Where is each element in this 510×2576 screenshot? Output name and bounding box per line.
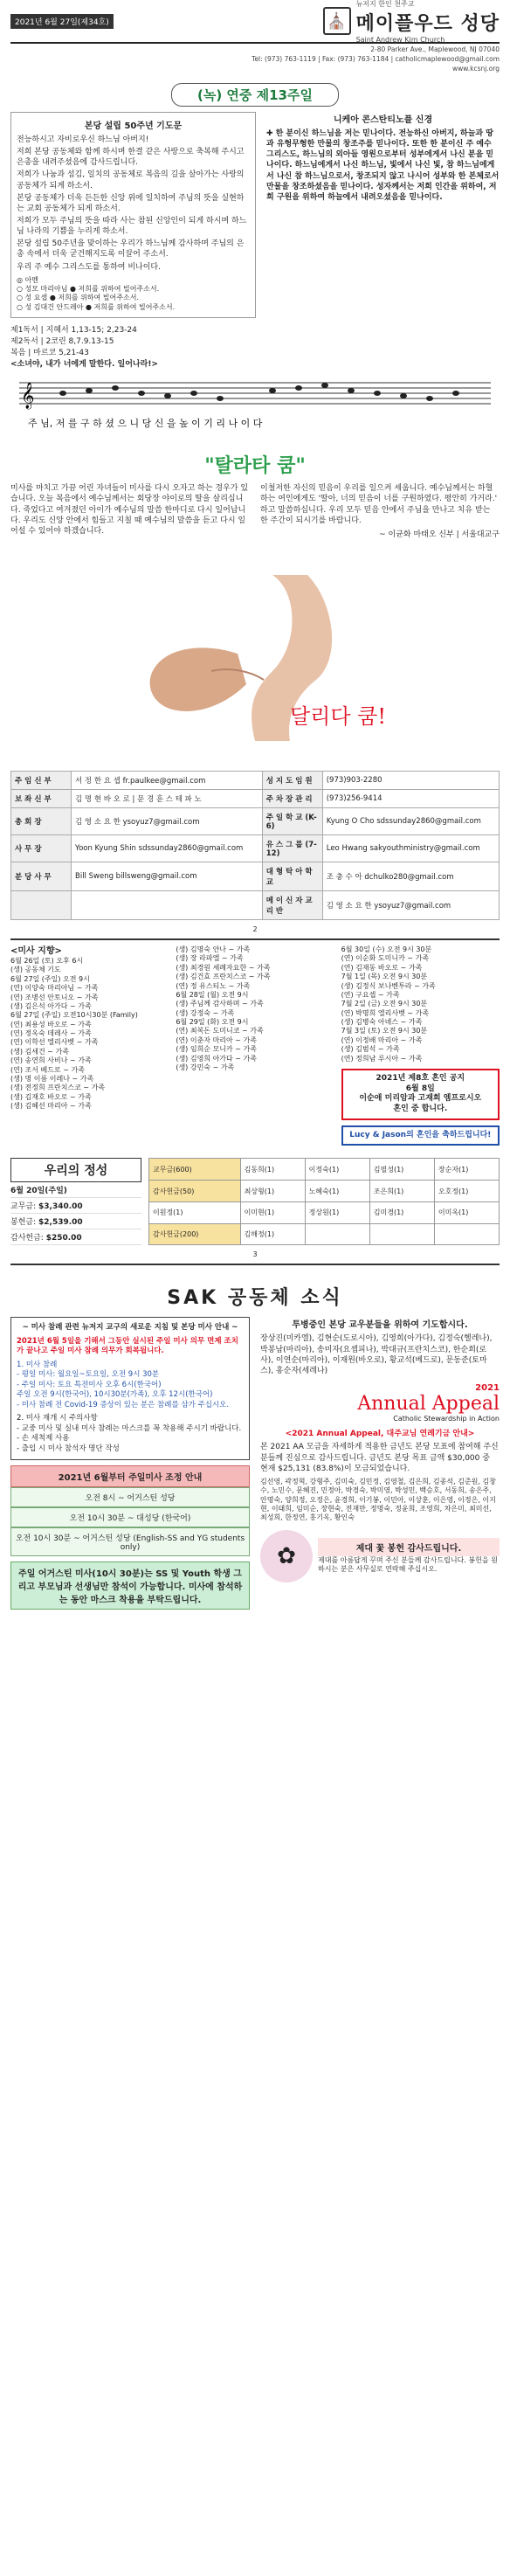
page-4 xyxy=(10,1264,500,1610)
date-badge: 2021년 6월 27일(제34호) xyxy=(10,14,114,29)
staff-value: 김 명 현 바 오 로 | 문 경 훈 스 테 파 노 xyxy=(72,789,263,807)
staff-value: (973)256-9414 xyxy=(322,789,499,807)
grid-cell: 김미경(1) xyxy=(369,1201,434,1223)
readings xyxy=(10,323,500,369)
staff-value: (973)903-2280 xyxy=(322,771,499,789)
notice-heading: ~ 미사 참례 관련 뉴저지 교구의 새로운 지침 및 본당 미사 안내 ~ xyxy=(22,1323,238,1333)
response-line: ● 저희를 위하여 빌어주소서. xyxy=(85,302,176,311)
offering-value: $250.00 xyxy=(45,1234,82,1243)
offering-row xyxy=(10,1214,141,1229)
response-line: ○ 성 요셉 xyxy=(17,294,48,302)
mass-line: (생) 주님께 감사하며 ~ 가족 xyxy=(176,1000,264,1008)
mass-line: (생) 김혜선 마리아 ~ 가족 xyxy=(10,1102,92,1111)
church-icon: ⛪ xyxy=(323,7,351,35)
offering-date: 6월 20일(주일) xyxy=(10,1182,141,1198)
mass-line: (생) 장 라파엘 ~ 가족 xyxy=(176,954,244,963)
notice-column xyxy=(10,1317,250,1610)
mass-line: 6월 26일 (토) 오후 6시 xyxy=(10,956,84,965)
right-column xyxy=(260,1317,500,1610)
offering-label: 감사헌금: xyxy=(10,1234,44,1243)
mass-line: (연) 정옥숙 데레사 ~ 가족 xyxy=(10,1029,92,1038)
staff-role: 메 이 신 자 교 리 반 xyxy=(262,890,322,919)
staff-role: 유 스 그 룹 (7-12) xyxy=(262,834,322,862)
church-name: 메이플우드 성당 xyxy=(355,11,500,35)
staff-role: 총 회 장 xyxy=(11,807,72,834)
church-logo xyxy=(323,0,500,44)
offering-title: 우리의 정성 xyxy=(10,1158,141,1182)
mass-line: (연) 박명희 엘리사벳 ~ 가족 xyxy=(341,1008,430,1017)
header xyxy=(10,0,500,44)
mass-line: (생) 강정숙 ~ 가족 xyxy=(176,1008,235,1017)
mass-line: (연) 이학선 엘리사벳 ~ 가족 xyxy=(10,1038,99,1047)
hymn-lyrics: 주 님, 저 를 구 하 셨 으 니 당 신 을 높 이 기 리 나 이 다 xyxy=(28,418,263,430)
grid-cell: 김동희(1) xyxy=(240,1159,305,1181)
offering-section xyxy=(10,1158,500,1245)
mass-line: (생) 김세건 ~ 가족 xyxy=(10,1047,69,1056)
mass-line: 7월 2일 (금) 오전 9시 30분 xyxy=(341,1000,428,1008)
staff-value: 김 영 소 요 한 ysoyuz7@gmail.com xyxy=(72,807,263,834)
offering-row xyxy=(10,1229,141,1245)
mass-line: 7월 3일 (토) 오전 9시 30분 xyxy=(341,1027,428,1035)
staff-role: 보 좌 신 부 xyxy=(11,789,72,807)
mass-line: 6월 27일 (주일) 오전 9시 xyxy=(10,974,90,983)
mass-line: 7월 1일 (목) 오전 9시 30분 xyxy=(341,973,428,981)
page-number: 2 xyxy=(252,924,258,933)
staff-table xyxy=(10,771,500,920)
staff-role: 대 형 탁 아 학 교 xyxy=(262,862,322,890)
page-number: 3 xyxy=(252,1250,258,1259)
prayer-response xyxy=(17,276,250,313)
staff-role: 주 일 학 교 (K-6) xyxy=(262,807,322,834)
mass-intentions-right xyxy=(341,945,500,1152)
sick-prayer-list: 장상진(미카엘), 김현순(도로시아), 김영희(아가다), 김정숙(헬레나), 박봉남(마리아), 송미자(요셉피나), 박대규(프란치스코), 한순희(로사), 이연순(마리아), 이재원(바오로), 황교석(베드로), 문동준(토마스), 홍순자(세레나) xyxy=(260,1334,493,1375)
prayer-line: 본당 공동체가 더욱 든든한 신앙 위에 일치하여 주님의 뜻을 실현하는 교회 공동체가 되게 하소서. xyxy=(17,193,245,213)
mass-intentions-left xyxy=(10,945,169,1152)
annual-year: 2021 xyxy=(475,1383,500,1394)
staff-value: Kyung O Cho sdssunday2860@gmail.com xyxy=(322,807,499,834)
article-title: "탈라타 쿰" xyxy=(204,454,306,478)
thanks-text: 제대를 아름답게 꾸며 주신 분들께 감사드립니다. 봉헌을 원하시는 분은 사무실로 연락해 주십시오. xyxy=(318,1555,498,1574)
mass-line-2: 오전 10시 30분 ~ 대성당 (한국어) xyxy=(10,1507,250,1527)
staff-role: 주 임 신 부 xyxy=(11,771,72,789)
mass-line: (생) 최경원 세례자요한 ~ 가족 xyxy=(176,963,271,972)
staff-role: 분 당 사 무 xyxy=(11,862,72,890)
annual-text: 본 2021 AA 모금을 자세하게 적용한 금년도 본당 모표에 참여해 주신 분들께 진심으로 감사드립니다. 금년도 본당 목표 금액 $30,000 중 현재 $25,131 (83.8%)이 모금되었습니다. xyxy=(260,1443,499,1473)
prayer-line: 우리 주 예수 그리스도를 통하여 비나이다. xyxy=(17,262,161,272)
offering-value: $3,340.00 xyxy=(38,1202,83,1212)
reading-2: 제2독서 | 2코린 8,7.9.13-15 xyxy=(10,337,114,347)
mass-line-1: 오전 8시 ~ 어거스틴 성당 xyxy=(10,1487,250,1507)
grid-cell: 이정숙(1) xyxy=(305,1159,369,1181)
wedding-notice: 2021년 제8호 혼인 공지 6월 8일 이순애 미리암과 고재희 엠프로시오 혼인 중 합니다. xyxy=(341,1069,500,1120)
annual-appeal-header xyxy=(260,1383,500,1423)
image-caption: 달리다 쿰! xyxy=(290,703,387,729)
mass-line: 6월 30일 (수) 오전 9시 30분 xyxy=(341,945,432,953)
prayer-line: 전능하시고 자비로우신 하느님 아버지! xyxy=(17,135,149,144)
mass-intentions-title: <미사 지향> xyxy=(10,945,62,956)
mass-line: (생) 공동체 기도 xyxy=(10,966,61,974)
staff-value: Bill Sweng billsweng@gmail.com xyxy=(72,862,263,890)
notice-rules: 2. 미사 재개 시 주의사항 - 교중 미사 및 실내 미사 참례는 마스크를 꼭 착용해 주시기 바랍니다. - 손 세척제 사용 - 출입 시 미사 참석자 명단 작성 xyxy=(17,1414,242,1453)
sick-prayer-title: 투병중인 본당 교우분들을 위하여 기도합시다. xyxy=(292,1320,468,1331)
mass-line: (생) 김영희 아가다 ~ 가족 xyxy=(176,1054,257,1063)
hands-illustration xyxy=(10,540,500,758)
mass-line-3: 오전 10시 30분 ~ 어거스틴 성당 (English-SS and YG students only) xyxy=(10,1527,250,1556)
offering-grid xyxy=(148,1158,500,1245)
svg-text:𝄞: 𝄞 xyxy=(21,383,35,410)
mass-line: (연) 최복돈 도미니코 ~ 가족 xyxy=(176,1027,264,1035)
creed-box xyxy=(266,112,500,318)
thanks-section xyxy=(260,1530,500,1582)
mass-line: (생) 강민숙 ~ 가족 xyxy=(176,1063,235,1072)
prayer-line: 저희가 모두 주님의 뜻을 따라 사는 참된 신앙인이 되게 하시며 하느님 나라의 기쁨을 누리게 하소서. xyxy=(17,216,247,237)
mass-line: (생) 전정희 프란치스코 ~ 가족 xyxy=(10,1084,106,1092)
response-line: ○ 성 김대건 안드레아 xyxy=(17,302,84,311)
grid-cell: 장순자(1) xyxy=(434,1159,499,1181)
prayer-list xyxy=(17,135,250,273)
response-line: ● 저희를 위하여 빌어주소서. xyxy=(49,294,139,302)
offering-label: 교무금: xyxy=(10,1202,37,1212)
grid-cell: 이미옥(1) xyxy=(434,1201,499,1223)
mass-line: (연) 정 유스티노 ~ 가족 xyxy=(176,981,251,990)
grid-cell: 이원정(1) xyxy=(149,1201,241,1223)
prayer-line: 본당 설립 50주년을 맞이하는 우리가 하느님께 감사하며 주님의 은총 속에서 더욱 굳건해지도록 이끌어 주소서. xyxy=(17,239,245,260)
staff-value: Leo Hwang sakyouthministry@gmail.com xyxy=(322,834,499,862)
mass-line: (연) 최용성 바오로 ~ 가족 xyxy=(10,1020,92,1028)
grid-cell: 교무금(600) xyxy=(149,1159,241,1181)
staff-role: 주 차 장 관 리 xyxy=(262,789,322,807)
prayer-title: 본당 설립 50주년 기도문 xyxy=(84,121,183,131)
page-3 xyxy=(10,938,500,1259)
mass-adjust-banner: 2021년 6월부터 주일미사 조정 안내 xyxy=(10,1465,250,1487)
wedding-congrats: Lucy & Jason의 혼인을 축하드립니다! xyxy=(341,1125,500,1146)
grid-cell: 김필성(1) xyxy=(369,1159,434,1181)
grid-cell: 정상원(1) xyxy=(305,1201,369,1223)
mass-line: (생) 김정식 보나벤투라 ~ 가족 xyxy=(341,981,436,990)
offering-row xyxy=(10,1198,141,1214)
grid-cell: 노혜숙(1) xyxy=(305,1181,369,1202)
prayer-box xyxy=(10,112,256,318)
grid-cell: 이미현(1) xyxy=(240,1201,305,1223)
offering-label: 봉헌금: xyxy=(10,1218,37,1228)
hymn-staff xyxy=(10,374,500,437)
mass-line: (연) 이순화 도미니카 ~ 가족 xyxy=(341,954,430,963)
mass-line: (연) 이양숙 마리아님 ~ 가족 xyxy=(10,984,99,993)
annual-title: Annual Appeal xyxy=(357,1393,500,1416)
mass-line: (연) 조서 베드로 ~ 가족 xyxy=(10,1065,85,1074)
grid-cell: 감사헌금(50) xyxy=(149,1181,241,1202)
staff-role: 성 지 도 임 원 xyxy=(262,771,322,789)
mass-line: (연) 이정배 마리아 ~ 가족 xyxy=(341,1035,423,1044)
mass-intentions-mid xyxy=(176,945,334,1152)
creed-text: ✚ 한 분이신 하느님을 저는 믿나이다. 전능하신 아버지, 하늘과 땅과 유형무형한 만물의 창조주를 믿나이다. 또한 한 분이신 주 예수 그리스도, 하느님의 외아들 영원으로부터 성부에게서 나신 분을 믿나이다. 하느님에게서 나신 하느님, 빛에서 나신 빛, 참 하느님에게서 나신 참 하느님으로서, 창조되지 않고 나시어 성부와 한 본체로서 만물을 창조하셨음을 믿나이다. 성자께서는 저희 인간을 위하여, 저희 구원을 위하여 하늘에서 내려오셨음을 믿나이다. xyxy=(266,129,500,202)
grid-cell: 김해정(1) xyxy=(240,1223,305,1245)
church-subtitle: 뉴저지 한인 천주교 xyxy=(355,0,415,8)
annual-sub: Catholic Stewardship in Action xyxy=(393,1415,500,1423)
grid-cell: 오호정(1) xyxy=(434,1181,499,1202)
response-line: ◎ 아멘 xyxy=(17,275,38,284)
staff-role: 사 무 장 xyxy=(11,834,72,862)
mass-line: (생) 김병숙 아녜스 ~ 가족 xyxy=(341,1018,423,1027)
grid-cell: 최상형(1) xyxy=(240,1181,305,1202)
article-right xyxy=(260,483,500,540)
address: 2-80 Parker Ave., Maplewood, NJ 07040 xyxy=(370,45,500,53)
prayer-line: 저희 본당 공동체와 함께 하시며 한결 같은 사랑으로 축복해 주시고 은총을 내려주셨음에 감사드립니다. xyxy=(17,148,245,168)
mass-line: (연) 조병선 안토니오 ~ 가족 xyxy=(10,993,99,1001)
community-news-title: SAK 공동체 소식 xyxy=(167,1287,343,1310)
notice-red-text: 2021년 6월 5일을 기해서 그동안 실시된 주일 미사 의무 면제 조치가 끝나고 주일 미사 참례 의무가 회복됩니다. xyxy=(17,1336,238,1356)
reading-note: <소녀야, 내가 너에게 말한다. 일어나라!> xyxy=(10,360,158,370)
grid-cell: 조은희(1) xyxy=(369,1181,434,1202)
flower-icon: ✿ xyxy=(260,1530,313,1582)
article-right-text: 이철저한 자신의 믿음이 우리를 일으켜 세웁니다. 예수님께서는 하혈하는 여인에게도 '딸아, 너의 믿음이 너를 구원하였다. 평안히 가거라.' 하고 말씀하십니다. 우리 모두 믿음 안에서 주님을 만나고 치유 받는 한 주간이 되시기를 바랍니다. xyxy=(260,484,498,525)
mass-line: (연) 이춘자 마리아 ~ 가족 xyxy=(176,1035,257,1044)
mass-line: 6월 28일 (월) 오전 9시 xyxy=(176,990,249,999)
staff-value: 조 충 수 아 dchulko280@gmail.com xyxy=(322,862,499,890)
article-left: 미사를 마치고 가끔 어린 자녀들이 미사를 다시 오자고 하는 경우가 있습니다. 오늘 복음에서 예수님께서는 회당장 야이로의 딸을 살리십니다. 죽었다고 여겨졌던 아이가 예수님의 말씀 한마디로 다시 일어납니다. 우리도 신앙 안에서 힘들고 지칠 때 예수님의 말씀을 듣고 다시 일어설 수 있어야 하겠습니다. xyxy=(10,484,249,536)
offering-summary xyxy=(10,1158,141,1245)
reading-1: 제1독서 | 지혜서 1,13-15; 2,23-24 xyxy=(10,326,137,336)
grid-cell: 감사헌금(200) xyxy=(149,1223,241,1245)
mass-line: (생) 임희순 모니카 ~ 가족 xyxy=(176,1045,257,1054)
mass-line: (연) 구요셉 ~ 가족 xyxy=(341,990,400,999)
reading-gospel: 복음 | 마르코 5,21-43 xyxy=(10,349,89,358)
liturgical-sunday: (녹) 연중 제13주일 xyxy=(171,83,339,107)
mass-line: 6월 27일 (주일) 오전10시30분 (Family) xyxy=(10,1011,138,1020)
mass-line: (연) 송연희 사비나 ~ 가족 xyxy=(10,1056,92,1065)
staff-value: 김 영 소 요 한 ysoyuz7@gmail.com xyxy=(322,890,499,919)
staff-value: Yoon Kyung Shin sdssunday2860@gmail.com xyxy=(72,834,263,862)
annual-donor-list: 김선영, 곽정혁, 강형주, 김미숙, 김민정, 김영철, 김은희, 김종석, 김준원, 김창수, 노민수, 문혜진, 민정아, 박경숙, 박미영, 박성민, 백승호, 서동희, 송은주, 안명숙, 양희정, 오정은, 윤경희, 이기봉, 이민아, 이상훈, 이은영, 이정은, 이지현, 이태희, 임미순, 장현숙, 전재만, 정명숙, 정윤희, 조영희, 차은미, 최미선, 최성희, 한정연, 홍기옥, 황인숙 xyxy=(260,1477,496,1522)
church-name-en: Saint Andrew Kim Church xyxy=(355,35,445,44)
notice-schedule: 1. 미사 참례 - 평일 미사: 월요일~토요일, 오전 9시 30분 - 주일 미사: 토요 특전미사 오후 6시(한국어) 주일 오전 9시(한국어), 10시30분(가족), 오후 12시(한국어) - 미사 참례 전 Covid-19 증상이 있는 분은 참례를 삼가 주십시오. xyxy=(17,1360,230,1409)
mass-line: (생) 김건효 프란치스코 ~ 가족 xyxy=(176,973,271,981)
thanks-title: 제대 꽃 봉헌 감사드립니다. xyxy=(318,1538,500,1556)
response-line: ● 저희를 위하여 빌어주소서. xyxy=(69,285,160,294)
mass-line: (생) 김명숙 안나 ~ 가족 xyxy=(176,945,251,953)
mass-line: (생) 김은석 아가다 ~ 가족 xyxy=(10,1001,92,1010)
mass-line: (생) 김재호 바오로 ~ 가족 xyxy=(10,1092,92,1101)
prayer-line: 저희가 나눔과 섬김, 일치의 공동체로 복음의 길을 살아가는 사랑의 공동체가 되게 하소서. xyxy=(17,170,245,190)
staff-value: 서 정 한 요 셉 fr.paulkee@gmail.com xyxy=(72,771,263,789)
mass-line: (생) 명 이름 이레나 ~ 가족 xyxy=(10,1075,94,1084)
mass-line: 6월 29일 (화) 오전 9시 xyxy=(176,1018,249,1027)
response-line: ○ 성모 마리아님 xyxy=(17,285,68,294)
youth-mass-notice: 주일 어거스틴 미사(10시 30분)는 SS 및 Youth 학생 그리고 부모님과 선생님만 참석이 가능합니다. 미사에 참석하는 동안 마스크 착용을 부탁드립니다. xyxy=(10,1562,250,1610)
article-signoff: ~ 이균화 마태오 신부 | 서울대교구 xyxy=(379,530,500,539)
annual-heading: <2021 Annual Appeal, 대주교님 연례기금 안내> xyxy=(285,1430,475,1439)
mass-line: (연) 김재동 바오로 ~ 가족 xyxy=(341,963,423,972)
contact-line: Tel: (973) 763-1119 | Fax: (973) 763-1184 | catholicmaplewood@gmail.com xyxy=(252,55,500,63)
mass-line: (생) 김범석 ~ 가족 xyxy=(341,1045,400,1054)
offering-value: $2,539.00 xyxy=(38,1218,83,1228)
mass-line: (연) 정희남 루시아 ~ 가족 xyxy=(341,1054,423,1063)
notice-box xyxy=(10,1317,250,1460)
creed-title: 니케아 콘스탄티노플 신경 xyxy=(333,115,433,125)
website: www.kcsnj.org xyxy=(452,65,500,73)
